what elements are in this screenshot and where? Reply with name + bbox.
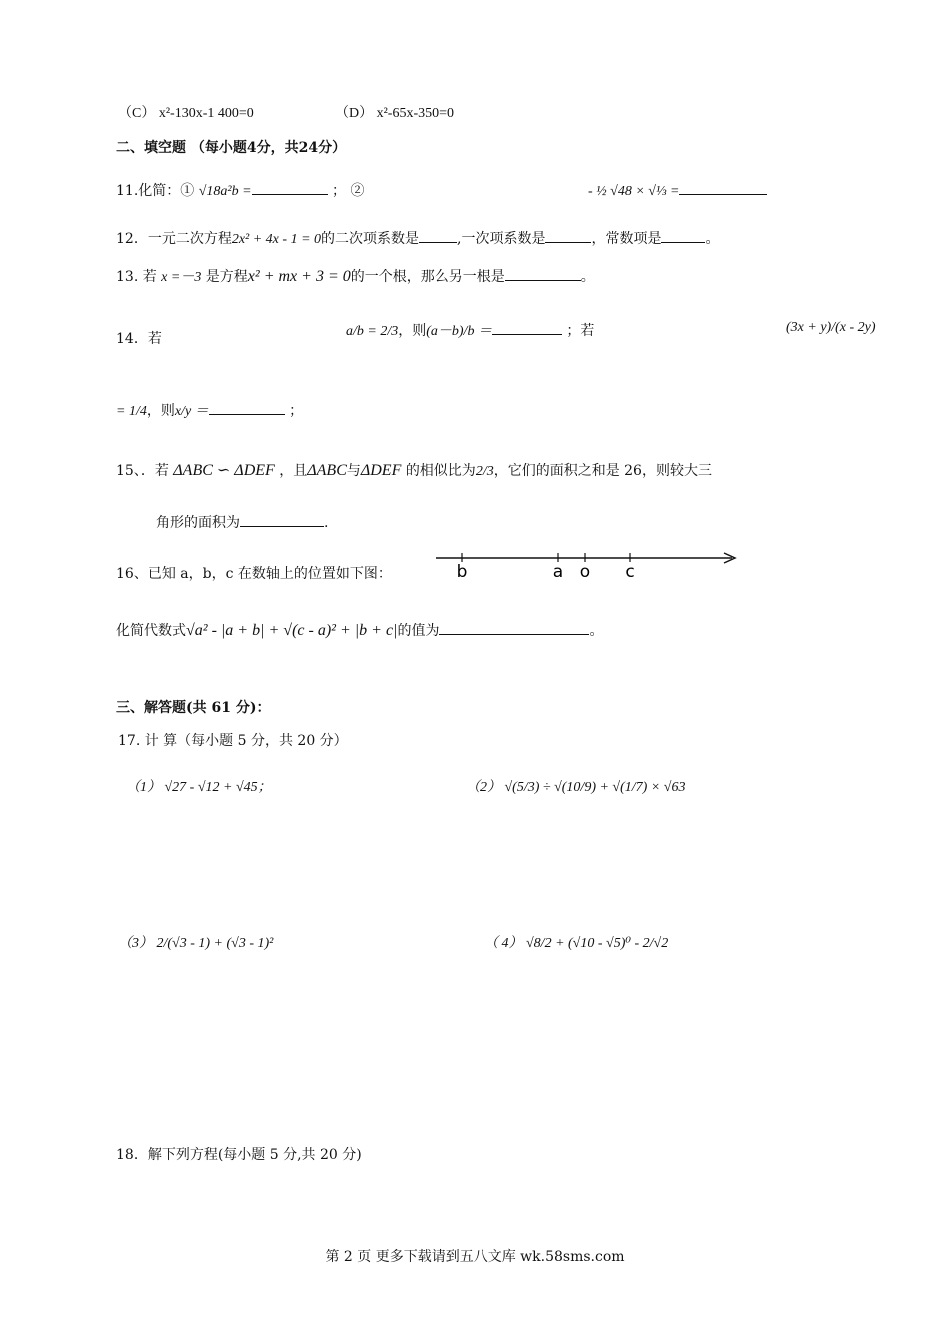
q11-num: 11.: [116, 183, 139, 199]
q12-blank-1[interactable]: [419, 228, 457, 243]
q15-blank[interactable]: [240, 512, 324, 527]
label-c: c: [625, 562, 635, 582]
q14-cond1: a/b = 2/3: [346, 324, 399, 339]
q14-num: 14．若: [116, 331, 162, 347]
q13-end: 。: [580, 269, 595, 285]
q17-part-2: （2） √(5/3) ÷ √(10/9) + √(1/7) × √63: [466, 780, 686, 795]
q13-text-b: 是方程: [205, 269, 248, 285]
q13-eq1: x =－3: [161, 270, 202, 285]
label-b: b: [456, 562, 468, 582]
q17-part-1: （1） √27 - √12 + √45；: [126, 780, 272, 795]
q14-ask2: x/y ＝: [174, 404, 209, 419]
q16-text-c: 的值为: [397, 623, 440, 639]
q15-text-e: ，它们的面积之和是 26，则较大三: [493, 463, 712, 479]
q14-ask1: (a－b)/b ＝: [426, 324, 492, 339]
q14-part1: [346, 320, 594, 340]
q11-expr2: - ½ √48 × √⅓ =: [588, 184, 680, 199]
q15-t1: ΔABC: [307, 462, 347, 479]
q14-text-b: ，则: [398, 323, 427, 339]
q11-prefix: 化简：①: [138, 183, 195, 199]
q11-expr1: √18a²b =: [198, 184, 252, 199]
q16-line2: [116, 620, 603, 640]
q15-sim: ΔABC ∽ ΔDEF: [173, 462, 275, 479]
q13-text-c: 的一个根，那么另一根是: [350, 269, 505, 285]
option-c: （C） x²-130x-1 400=0: [118, 106, 254, 121]
q14-blank-2[interactable]: [209, 400, 285, 415]
q16-expr: √a² - |a + b| + √(c - a)² + |b + c|: [186, 622, 398, 639]
q12-text-c: ,一次项系数是: [457, 231, 546, 247]
q15-text-a: 15、．若: [116, 463, 169, 479]
q14-line2: [116, 400, 303, 420]
question-15: [116, 460, 712, 480]
q13-blank[interactable]: [505, 266, 581, 281]
q12-text-d: ，常数项是: [591, 231, 662, 247]
label-o: o: [579, 562, 591, 582]
q12-end: 。: [705, 231, 720, 247]
q12-blank-3[interactable]: [661, 228, 705, 243]
q16-text-a: 16、已知 a，b，c 在数轴上的位置如下图：: [116, 566, 392, 582]
option-d: （D） x²-65x-350=0: [335, 106, 455, 121]
q12-equation: 2x² + 4x - 1 = 0: [231, 232, 322, 247]
q15-end: .: [324, 515, 329, 531]
q16-blank[interactable]: [439, 620, 589, 635]
question-12: [116, 228, 719, 248]
q11-blank-2[interactable]: [679, 180, 767, 195]
q14-blank-1[interactable]: [492, 320, 562, 335]
page-footer: 第 2 页 更多下载请到五八文库 wk.58sms.com: [325, 1249, 625, 1265]
q15-text-b: ，且: [279, 463, 308, 479]
q15-t2: ΔDEF: [360, 462, 402, 479]
q15-text-d: 的相似比为: [405, 463, 476, 479]
q15-line2: [156, 512, 328, 532]
q11-expr2-wrap: [588, 180, 767, 200]
q13-eq2: x² + mx + 3 = 0: [247, 268, 351, 285]
q17-part-3: （3） 2/(√3 - 1) + (√3 - 1)²: [118, 936, 274, 951]
q12-text-a: 12．一元二次方程: [116, 231, 232, 247]
label-a: a: [552, 562, 564, 582]
q12-text-b: 的二次项系数是: [321, 231, 420, 247]
q13-text-a: 13. 若: [116, 269, 157, 285]
section-2-title: 二、填空题 （每小题4分，共24分）: [116, 140, 347, 156]
q18-title: 18．解下列方程(每小题 5 分,共 20 分): [116, 1147, 362, 1163]
q14-text-d: ，则: [146, 403, 175, 419]
q12-blank-2[interactable]: [545, 228, 591, 243]
number-line-diagram: [428, 546, 748, 582]
question-11: [116, 180, 364, 200]
q16-text-b: 化简代数式: [116, 623, 186, 639]
q17-title: 17. 计 算（每小题 5 分，共 20 分）: [118, 733, 348, 749]
q14-cond2: (3x + y)/(x - 2y): [786, 320, 876, 335]
q11-blank-1[interactable]: [252, 180, 328, 195]
section-3-title: 三、解答题(共 61 分)：: [116, 700, 271, 716]
q15-line2-text: 角形的面积为: [156, 515, 240, 531]
q16-end: 。: [589, 623, 604, 639]
q14-text-c: ；若: [566, 323, 595, 339]
question-13: [116, 266, 595, 286]
q15-text-c: 与: [346, 463, 361, 479]
q15-ratio: 2/3: [475, 464, 494, 479]
q14-end: ；: [289, 403, 304, 419]
q11-sep: ； ②: [332, 183, 365, 199]
q17-part-4: （ 4） √8/2 + (√10 - √5)⁰ - 2/√2: [484, 936, 669, 951]
q14-cond2-rhs: = 1/4: [116, 404, 147, 419]
